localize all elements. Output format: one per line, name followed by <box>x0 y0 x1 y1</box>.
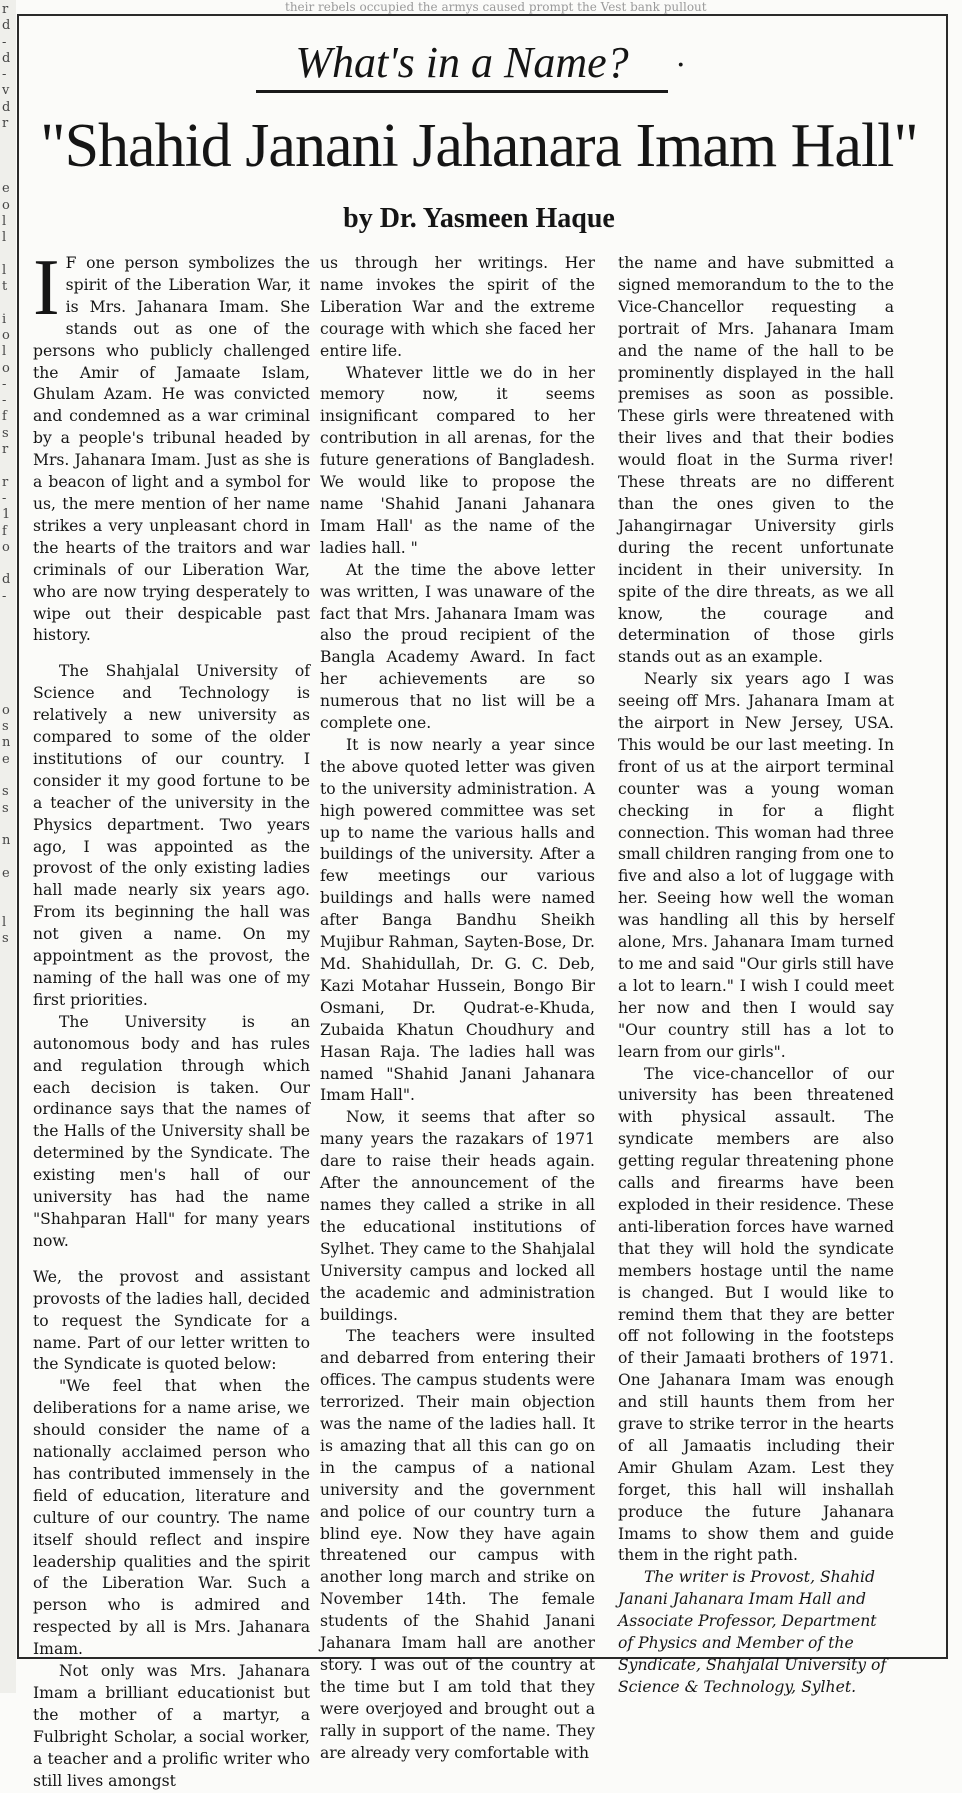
margin-fragment: s <box>2 425 9 441</box>
paragraph: Nearly six years ago I was seeing off Mrs. Jahanara Imam at the airport in New Jersey, USA. This would be our last meeting. In front of us at the airport terminal counter was a young woman checking in for a flight connection. This woman had three small children ranging from one to five and also a lot of luggage with her. Seeing how well the woman was handling all this by herself alone, Mrs. Jahanara Imam turned to me and said "Our girls still have a lot to learn." I wish I could meet her now and then I would say "Our country still has a lot to learn from our girls". <box>618 670 894 1061</box>
margin-fragment: i <box>2 311 7 327</box>
margin-fragment <box>2 165 16 181</box>
margin-fragment: d <box>2 572 11 588</box>
margin-fragment: l <box>2 262 7 278</box>
margin-fragment <box>2 817 16 833</box>
margin-fragment: s <box>2 719 9 735</box>
margin-fragment: d <box>2 18 11 34</box>
margin-fragment: e <box>2 751 10 767</box>
margin-fragment: - <box>2 34 7 50</box>
margin-fragment: o <box>2 327 10 343</box>
paragraph: It is now nearly a year since the above quoted letter was given to the university administration. A high powered committee was set up to name the various halls and buildings of the university. After a few meetings our various buildings and halls were named after Banga Bandhu Sheikh Mujibur Rahman, Sayten-Bose, Dr. Md. Shahidullah, Dr. G. C. Deb, Kazi Motahar Hussein, Bongo Bir Osmani, Dr. Qudrat-e-Khuda, Zubaida Khatun Choudhury and Hasan Raja. The ladies hall was named "Shahid Janani Jahanara Imam Hall". <box>320 735 595 1105</box>
headline: "Shahid Janani Jahanara Imam Hall" <box>40 112 918 180</box>
margin-fragment: o <box>2 197 10 213</box>
article-column-3 <box>618 253 894 1696</box>
paragraph: I F one person symbolizes the spirit of the Liberation War, it is Mrs. Jahanara Imam. She stands out as one of the persons who publicly challenged the Amir of Jamaate Islam, Ghulam Azam. He was convicted and condemned as a war criminal by a people's tribunal headed by Mrs. Jahanara Imam. Just as she is a beacon of light and a symbol for us, the mere mention of her name strikes a very unpleasant chord in the hearts of the traitors and war criminals of our Liberation War, who are now trying desperately to wipe out their despicable past history. <box>33 244 310 645</box>
article-column-1 <box>33 244 310 1790</box>
quoted-letter: Whatever little we do in her memory now, it seems insignificant compared to her contribution in all arenas, for the future generations of Bangladesh. We would like to propose the name 'Shahid Janani Jahanara Imam Hall' as the name of the ladies hall. " <box>320 363 595 557</box>
margin-fragment: l <box>2 344 7 360</box>
margin-fragment <box>2 556 16 572</box>
paragraph: Now, it seems that after so many years the razakars of 1971 dare to raise their heads again. After the announcement of the names they called a strike in all the educational institutions of Sylhet. They came to the Shahjalal University campus and locked all the academic and administration buildings. <box>320 1108 595 1324</box>
margin-fragment: f <box>2 523 7 539</box>
kicker-dot: · <box>676 48 686 83</box>
margin-fragment <box>2 605 16 621</box>
margin-fragment: - <box>2 490 7 506</box>
margin-fragment <box>2 132 16 148</box>
margin-fragment <box>2 246 16 262</box>
margin-fragment: n <box>2 735 11 751</box>
drop-cap: I <box>33 244 60 332</box>
margin-fragment: v <box>2 83 10 99</box>
paragraph: Not only was Mrs. Jahanara Imam a brilliant educationist but the mother of a martyr, a Fulbright Scholar, a social worker, a teacher and a prolific writer who still lives amongst <box>33 1662 310 1790</box>
margin-fragment <box>2 458 16 474</box>
paragraph: The vice-chancellor of our university has been threatened with physical assault. The syndicate members are also getting regular threatening phone calls and firearms have been exploded in their residence. These anti-liberation forces have warned that they will hold the syndicate members hostage until the name is changed. But I would like to remind them that they are better off not following in the footsteps of their Jamaati brothers of 1971. One Jahanara Imam was enough and still haunts them from her grave to strike terror in the hearts of all Jamaatis including their Amir Ghulam Azam. Lest they forget, this hall will inshallah produce the future Jahanara Imams to show them and guide them in the right path. <box>618 1064 894 1565</box>
margin-fragment: l <box>2 914 7 930</box>
margin-fragment: r <box>2 442 9 458</box>
margin-fragment: - <box>2 393 7 409</box>
margin-fragment: l <box>2 230 7 246</box>
bleed-through-text: their rebels occupied the armys caused prompt the Vest bank pullout <box>285 0 707 14</box>
margin-fragment <box>2 621 16 637</box>
margin-fragment <box>2 654 16 670</box>
margin-fragment <box>2 295 16 311</box>
adjacent-page-margin <box>0 0 16 1693</box>
margin-fragment: o <box>2 539 10 555</box>
margin-fragment <box>2 849 16 865</box>
margin-fragment: r <box>2 116 9 132</box>
author-note: The writer is Provost, Shahid Janani Jahanara Imam Hall and Associate Professor, Department of Physics and Member of the Syndicate, Shahjalal University of Science & Technology, Sylhet. <box>618 1568 887 1696</box>
paragraph: the name and have submitted a signed memorandum to the to the Vice-Chancellor requesting a portrait of Mrs. Jahanara Imam and the name of the hall to be prominently displayed in the hall premises as soon as possible. These girls were threatened with their lives and that their bodies would float in the Surma river! These threats are no different than the ones given to the Jahangirnagar University girls during the recent unfortunate incident in their university. In spite of the dire threats, as we all know, the courage and determination of those girls stands out as an example. <box>618 254 894 667</box>
margin-fragment: o <box>2 360 10 376</box>
quoted-letter: "We feel that when the deliberations for a name arise, we should consider the name of a nationally acclaimed person who has contributed immensely in the field of education, literature and culture of our country. The name itself should reflect and inspire leadership qualities and the spirit of the Liberation War. Such a person who is admired and respected by all is Mrs. Jahanara Imam. <box>33 1377 310 1659</box>
margin-fragment: r <box>2 2 9 17</box>
margin-fragment: t <box>2 279 8 295</box>
margin-fragment: 1 <box>2 507 11 523</box>
paragraph: The Shahjalal University of Science and Technology is relatively a new university as compared to some of the older institutions of our country. I consider it my good fortune to be a teacher of the university in the Physics department. Two years ago, I was appointed as the provost of the only existing ladies hall made nearly six years ago. From its beginning the hall was not given a name. On my appointment as the provost, the naming of the hall was one of my first priorities. <box>33 662 310 1009</box>
margin-fragment: e <box>2 865 10 881</box>
margin-fragment: - <box>2 376 7 392</box>
margin-fragment <box>2 768 16 784</box>
margin-fragment: s <box>2 930 9 946</box>
margin-fragment <box>2 638 16 654</box>
margin-fragment <box>2 670 16 686</box>
byline: by Dr. Yasmeen Haque <box>343 203 615 234</box>
kicker-title: What's in a Name? <box>256 36 668 93</box>
margin-fragment: s <box>2 784 9 800</box>
margin-fragment: d <box>2 99 11 115</box>
margin-fragment: e <box>2 181 10 197</box>
margin-fragment <box>2 686 16 702</box>
paragraph: us through her writings. Her name invokes the spirit of the Liberation War and the extreme courage with which she faced her entire life. <box>320 254 595 360</box>
margin-fragment: l <box>2 213 7 229</box>
paragraph: We, the provost and assistant provosts of the ladies hall, decided to request the Syndicate for a name. Part of our letter written to the Syndicate is quoted below: <box>33 1267 310 1374</box>
adjacent-page-text-fragments <box>2 2 16 947</box>
margin-fragment: o <box>2 702 10 718</box>
margin-fragment: - <box>2 588 7 604</box>
margin-fragment: d <box>2 50 11 66</box>
margin-fragment: n <box>2 833 11 849</box>
margin-fragment: s <box>2 800 9 816</box>
paragraph: The University is an autonomous body and has rules and regulation through which each decision is taken. Our ordinance says that the names of the Halls of the University shall be determined by the Syndicate. The existing men's hall of our university has had the name "Shahparan Hall" for many years now. <box>33 1012 310 1250</box>
margin-fragment: f <box>2 409 7 425</box>
paragraph: At the time the above letter was written, I was unaware of the fact that Mrs. Jahanara Imam was also the proud recipient of the Bangla Academy Award. In fact her achievements are so numerous that no list will be a complete one. <box>320 560 595 733</box>
margin-fragment: r <box>2 474 9 490</box>
margin-fragment <box>2 149 16 165</box>
margin-fragment <box>2 882 16 898</box>
article-column-2 <box>320 253 595 1762</box>
margin-fragment: - <box>2 67 7 83</box>
margin-fragment <box>2 898 16 914</box>
paragraph: The teachers were insulted and debarred from entering their offices. The campus students were terrorized. Their main objection was the name of the ladies hall. It is amazing that all this can go on in the campus of a national university and the government and police of our country turn a blind eye. Now they have again threatened our campus with another long march and strike on November 14th. The female students of the Shahid Janani Jahanara Imam hall are another story. I was out of the country at the time but I am told that they were overjoyed and brought out a rally in support of the name. They are already very comfortable with <box>320 1327 595 1762</box>
